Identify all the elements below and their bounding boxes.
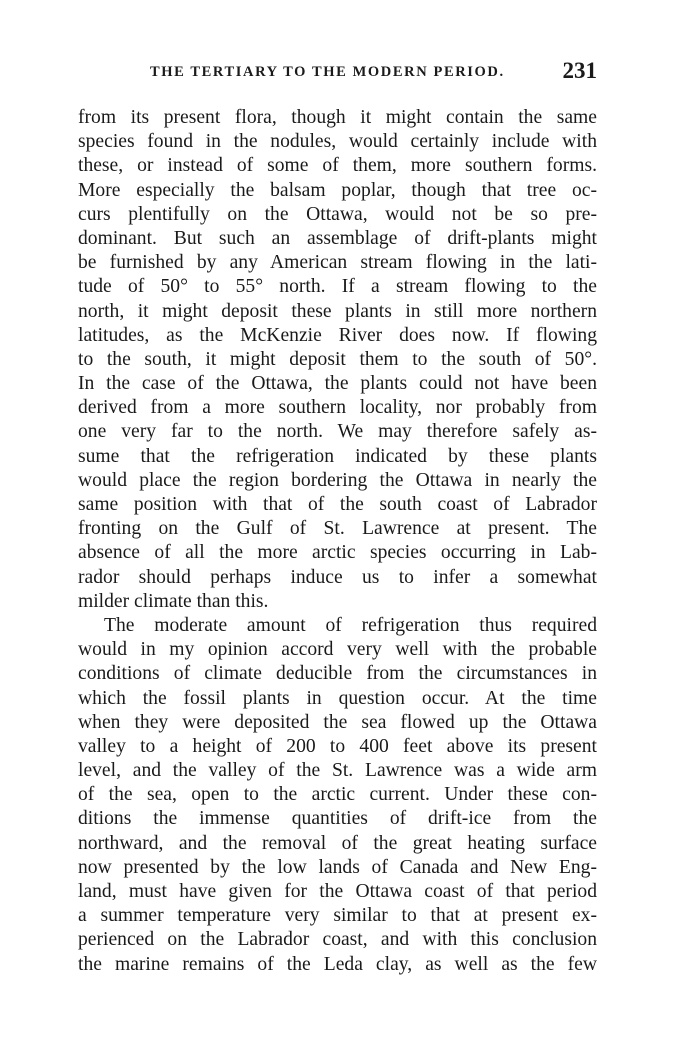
- text-line: level, and the valley of the St. Lawrence was a wide arm: [78, 760, 597, 782]
- body-text: [78, 106, 597, 977]
- text-line: would in my opinion accord very well with the probable: [78, 639, 597, 661]
- text-line: species found in the nodules, would certainly include with: [78, 131, 597, 153]
- paragraph-first-line: The moderate amount of refrigeration thus required: [104, 614, 597, 636]
- page-number: 231: [562, 58, 597, 83]
- text-line: northward, and the removal of the great heating surface: [78, 832, 597, 854]
- text-line: perienced on the Labrador coast, and with this conclusion: [78, 929, 597, 951]
- text-line: rador should perhaps induce us to infer a somewhat: [78, 566, 597, 588]
- text-line: In the case of the Ottawa, the plants could not have been: [78, 373, 597, 395]
- text-line: land, must have given for the Ottawa coast of that period: [78, 881, 597, 902]
- paragraph-end-line: milder climate than this.: [78, 590, 269, 612]
- text-line: More especially the balsam poplar, though that tree oc-: [78, 179, 597, 201]
- text-line: same position with that of the south coast of Labrador: [78, 494, 597, 515]
- text-line: from its present flora, though it might contain the same: [78, 107, 597, 128]
- text-line: the marine remains of the Leda clay, as well as the few: [78, 953, 597, 975]
- text-line: to the south, it might deposit them to the south of 50°.: [78, 348, 597, 370]
- text-line: sume that the refrigeration indicated by these plants: [78, 445, 597, 467]
- text-line: derived from a more southern locality, nor probably from: [78, 397, 597, 419]
- text-line: conditions of climate deducible from the circumstances in: [78, 663, 597, 685]
- text-line: north, it might deposit these plants in still more northern: [78, 300, 597, 322]
- running-title: THE TERTIARY TO THE MODERN PERIOD.: [150, 64, 505, 80]
- text-line: of the sea, open to the arctic current. Under these con-: [78, 784, 597, 806]
- running-head: [78, 58, 597, 90]
- text-line: a summer temperature very similar to that at present ex-: [78, 905, 597, 927]
- text-line: when they were deposited the sea flowed up the Ottawa: [78, 711, 597, 733]
- text-line: be furnished by any American stream flowing in the lati-: [78, 252, 597, 274]
- text-line: absence of all the more arctic species occurring in Lab-: [78, 542, 597, 564]
- text-line: tude of 50° to 55° north. If a stream flowing to the: [78, 276, 597, 298]
- text-line: now presented by the low lands of Canada and New Eng-: [78, 856, 597, 878]
- text-line: latitudes, as the McKenzie River does now. If flowing: [78, 324, 597, 346]
- text-line: dominant. But such an assemblage of drift-plants might: [78, 227, 597, 249]
- text-line: fronting on the Gulf of St. Lawrence at present. The: [78, 518, 597, 540]
- text-line: curs plentifully on the Ottawa, would not be so pre-: [78, 203, 597, 225]
- text-line: valley to a height of 200 to 400 feet above its present: [78, 735, 597, 757]
- text-line: ditions the immense quantities of drift-ice from the: [78, 808, 597, 830]
- text-line: these, or instead of some of them, more southern forms.: [78, 155, 597, 177]
- text-line: which the fossil plants in question occur. At the time: [78, 687, 597, 709]
- text-line: would place the region bordering the Ottawa in nearly the: [78, 469, 597, 491]
- text-line: one very far to the north. We may therefore safely as-: [78, 421, 597, 443]
